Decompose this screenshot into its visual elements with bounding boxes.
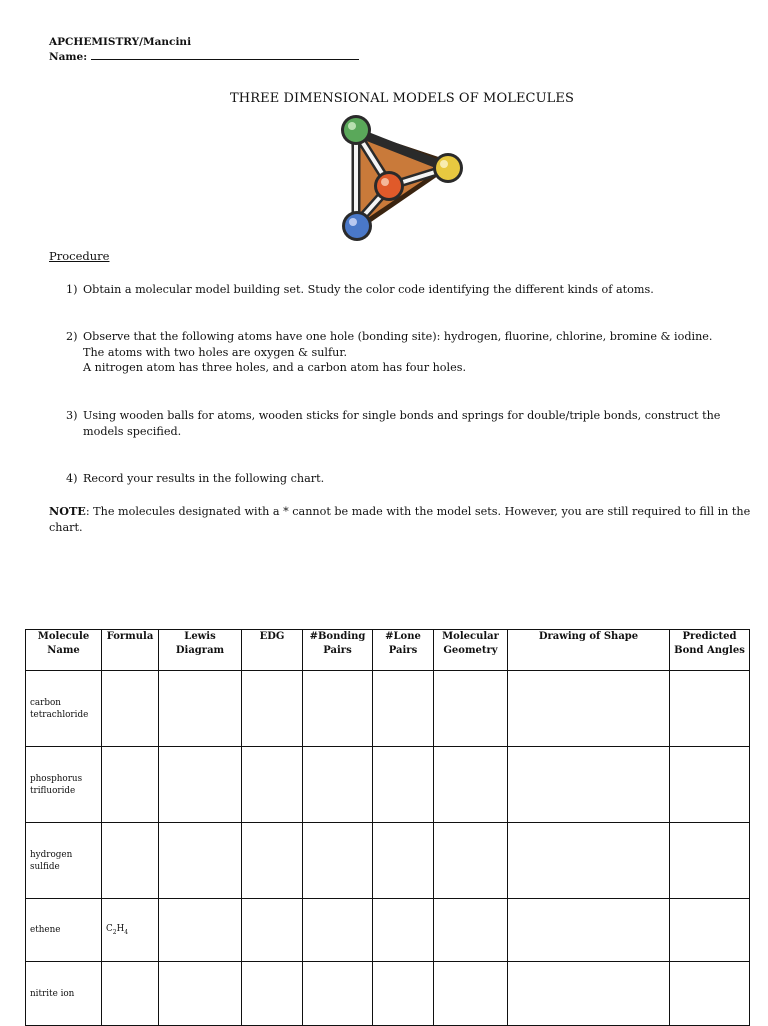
formula-cell: $C_2H_4$ (102, 899, 159, 962)
table-header-row (26, 630, 750, 671)
bonding-pairs-cell[interactable] (303, 899, 373, 962)
table-row (26, 899, 750, 962)
procedure-step-1 (66, 282, 756, 298)
document-header (49, 35, 359, 64)
molecular-geometry-cell[interactable] (434, 823, 508, 899)
lone-pairs-cell[interactable] (373, 671, 434, 747)
step-number: 2) (66, 330, 78, 343)
page-title: THREE DIMENSIONAL MODELS OF MOLECULES (230, 91, 574, 106)
molecule-name-cell: hydrogen sulfide (26, 823, 102, 899)
lone-pairs-cell[interactable] (373, 962, 434, 1026)
table-row (26, 823, 750, 899)
yellow-atom (436, 156, 460, 180)
step-text: A nitrogen atom has three holes, and a carbon atom has four holes. (83, 361, 467, 374)
edg-cell[interactable] (242, 899, 303, 962)
step-number: 4) (66, 472, 78, 485)
step-text: Using wooden balls for atoms, wooden sticks for single bonds and springs for double/triple bonds, construct the (83, 409, 721, 422)
green-atom (344, 118, 368, 142)
name-field-row (49, 49, 359, 64)
col-header-molecular-geometry: Molecular Geometry (434, 630, 508, 671)
red-atom (377, 174, 401, 198)
procedure-heading: Procedure (49, 249, 110, 263)
table-row (26, 962, 750, 1026)
molecular-geometry-cell[interactable] (434, 747, 508, 823)
step-text: Observe that the following atoms have one hole (bonding site): hydrogen, fluorine, chlorine, bromine & iodine. (83, 330, 713, 343)
drawing-of-shape-cell[interactable] (508, 747, 670, 823)
lewis-diagram-cell[interactable] (159, 747, 242, 823)
table-row (26, 671, 750, 747)
note-text: : The molecules designated with a * cannot be made with the model sets. However, you are still required to fill in the chart. (49, 505, 751, 534)
step-number: 1) (66, 283, 78, 296)
col-header-lewis-diagram: Lewis Diagram (159, 630, 242, 671)
lone-pairs-cell[interactable] (373, 747, 434, 823)
table-row (26, 747, 750, 823)
col-header-bonding-pairs: #Bonding Pairs (303, 630, 373, 671)
note-label: NOTE (49, 504, 86, 518)
bonding-pairs-cell[interactable] (303, 962, 373, 1026)
molecule-name-cell: nitrite ion (26, 962, 102, 1026)
lewis-diagram-cell[interactable] (159, 962, 242, 1026)
formula-cell[interactable] (102, 962, 159, 1026)
lone-pairs-cell[interactable] (373, 823, 434, 899)
formula-cell[interactable] (102, 747, 159, 823)
col-header-drawing-of-shape: Drawing of Shape (508, 630, 670, 671)
formula-cell[interactable] (102, 671, 159, 747)
name-label: Name: (49, 51, 91, 63)
col-header-molecule-name: Molecule Name (26, 630, 102, 671)
lone-pairs-cell[interactable] (373, 899, 434, 962)
bond-angles-cell[interactable] (670, 962, 750, 1026)
course-label: APCHEMISTRY/Mancini (49, 36, 192, 48)
col-header-lone-pairs: #Lone Pairs (373, 630, 434, 671)
bond-angles-cell[interactable] (670, 671, 750, 747)
procedure-step-4 (66, 471, 756, 487)
blue-atom (345, 214, 369, 238)
molecular-geometry-cell[interactable] (434, 962, 508, 1026)
step-text: models specified. (83, 424, 182, 438)
edg-cell[interactable] (242, 823, 303, 899)
drawing-of-shape-cell[interactable] (508, 899, 670, 962)
step-text: Obtain a molecular model building set. Study the color code identifying the different kinds of atoms. (83, 283, 654, 296)
drawing-of-shape-cell[interactable] (508, 962, 670, 1026)
lewis-diagram-cell[interactable] (159, 823, 242, 899)
step-text: Record your results in the following chart. (83, 472, 325, 485)
procedure-step-2 (66, 329, 756, 376)
lewis-diagram-cell[interactable] (159, 671, 242, 747)
formula-cell[interactable] (102, 823, 159, 899)
drawing-of-shape-cell[interactable] (508, 823, 670, 899)
col-header-edg: EDG (242, 630, 303, 671)
molecular-geometry-cell[interactable] (434, 671, 508, 747)
molecule-name-cell: phosphorus trifluoride (26, 747, 102, 823)
edg-cell[interactable] (242, 962, 303, 1026)
drawing-of-shape-cell[interactable] (508, 671, 670, 747)
bond-angles-cell[interactable] (670, 899, 750, 962)
bonding-pairs-cell[interactable] (303, 671, 373, 747)
lewis-diagram-cell[interactable] (159, 899, 242, 962)
molecule-model-illustration (334, 110, 470, 250)
note-paragraph (49, 503, 761, 536)
molecule-chart (25, 629, 750, 1026)
molecule-name-cell: ethene (26, 899, 102, 962)
bond-angles-cell[interactable] (670, 823, 750, 899)
bond-angles-cell[interactable] (670, 747, 750, 823)
procedure-step-3 (66, 408, 756, 439)
col-header-formula: Formula (102, 630, 159, 671)
bonding-pairs-cell[interactable] (303, 747, 373, 823)
bonding-pairs-cell[interactable] (303, 823, 373, 899)
edg-cell[interactable] (242, 747, 303, 823)
name-blank-line[interactable] (91, 49, 359, 60)
col-header-predicted-bond-angles: Predicted Bond Angles (670, 630, 750, 671)
step-number: 3) (66, 409, 78, 422)
molecular-geometry-cell[interactable] (434, 899, 508, 962)
edg-cell[interactable] (242, 671, 303, 747)
molecule-name-cell: carbon tetrachloride (26, 671, 102, 747)
step-text: The atoms with two holes are oxygen & sulfur. (83, 345, 348, 359)
